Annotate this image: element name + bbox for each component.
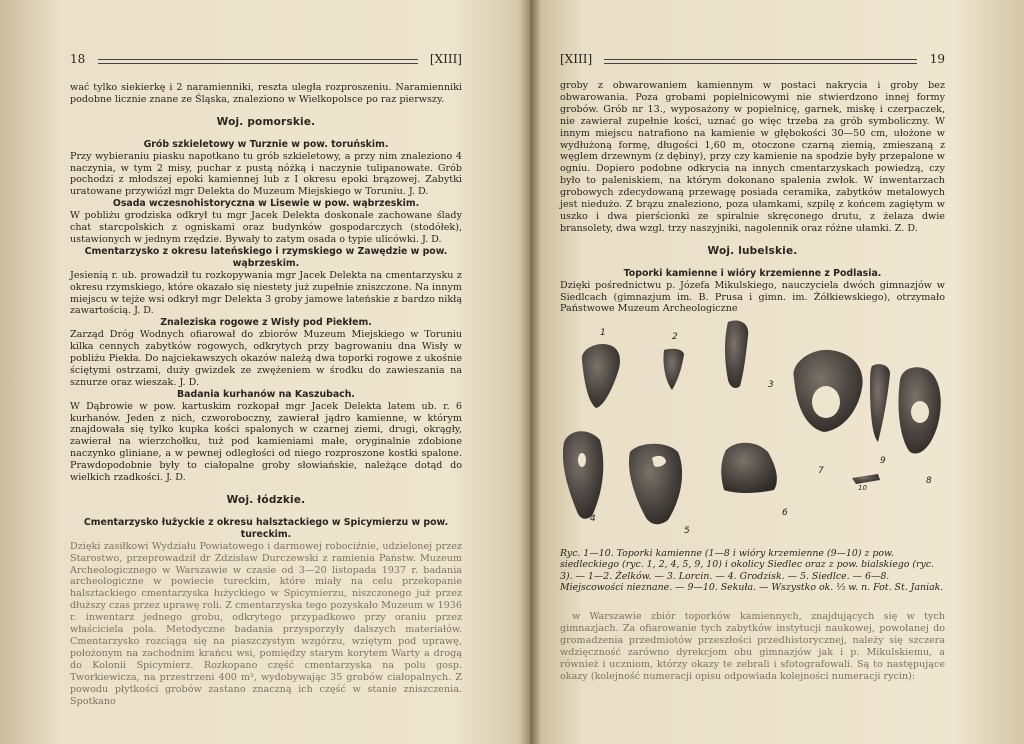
figure-label-6: 6 [782,508,788,518]
header-rule [604,59,917,64]
entry-heading: Badania kurhanów na Kaszubach. [177,388,355,400]
right-page [560,0,945,744]
entry-heading: Znaleziska rogowe z Wisły pod Piekłem. [160,317,372,329]
header-rule [98,59,418,64]
paragraph: Przy wybieraniu piasku napotkano tu grób szkieletowy, a przy nim znaleziono 4 naczynia, w tym 2 misy, puchar z pustą nóżką i naczynie tulipanowate. Grób pochodzi z młodszej epoki kamiennej lub z I okresu epoki brązowej. Zabytki uratowane przywiózł mgr Delekta do Muzeum Miejskiego w Toruniu. J. D. [70,150,462,198]
artifact-1 [582,344,620,408]
artifact-3 [725,321,748,388]
figure-label-2: 2 [672,332,678,342]
stone-axes-figure [560,320,945,540]
entry-heading: Cmentarzysko z okresu lateńskiego i rzymskiego w Zawędzie w pow. wąbrzeskim. [84,245,448,269]
right-page-lower-text [560,611,945,682]
section-heading: Woj. łódzkie. [226,494,306,506]
right-running-head [560,52,945,68]
shaft-hole [812,386,840,418]
paragraph: w Warszawie zbiór toporków kamiennych, znajdujących się w tych gimnazjach. Za ofiarowanie tych zabytków instytucji naukowej, powołanej do gromadzenia przedmiotów przeszłości przedhistorycznej, należy się szczera wdzięczność zarówno dyrekcjom obu gimnazjów jak i p. Mikulskiemu, a również i uczniom, którzy okazy te zebrali i sfotografowali. Są to następujące okazy (kolejność numeracji opisu odpowiada kolejności numeracji rycin): [560,611,945,682]
entry-heading: Grób szkieletowy w Turznie w pow. toruńskim. [143,138,389,150]
artifact-9 [870,364,890,442]
paragraph: Zarząd Dróg Wodnych ofiarował do zbiorów Muzeum Miejskiego w Toruniu kilka cennych zabytków rogowych, odkrytych przy bagrowaniu dna Wisły w pobliżu Piekła. Do najciekawszych okazów należą dwa toporki rogowe z ukośnie ściętymi ostrzami, duży gwizdek ze zwężeniem w środku do zawieszania na sznurze oraz wieszak. J. D. [70,329,462,388]
artifacts-photo [560,320,945,540]
page-number-right: 19 [929,52,945,66]
section-heading: Woj. pomorskie. [216,115,316,128]
entry-heading: Osada wczesnohistoryczna w Lisewie w pow. wąbrzeskim. [112,198,420,210]
figure-label-10: 10 [858,484,867,492]
artifact-10 [852,474,880,484]
paragraph: Dzięki zasiłkowi Wydziału Powiatowego i darmowej robociźnie, udzielonej przez Starostwo, przeprowadził dr Zdzisław Durczewski z ramienia Państw. Muzeum Archeologicznego w Warszawie w czasie od 3—20 listopada 1937 r. badania archeologiczne w powiecie tureckim, które miały na celu przekopanie halsztackiego cmentarzyska łużyckiego w Spicymierzu, niszczonego już przez dłuższy czas przez uprawę roli. Z cmentarzyska tego pozyskało Muzeum w 1936 r. inwentarz jednego grobu, odkrytego przypadkowo przy oraniu przez właściciela pola. Metodyczne badania przysporzyły dalszych materiałów. Cmentarzysko rozciąga się na piaszczystym wzgórzu, wziętym pod uprawę, położonym na zachodnim krańcu wsi, pomiędzy starym korytem Warty a drogą do Kolonii Spicymierz. Rozkopano część cmentarzyska na polu gosp. Tworkiewicza, na przestrzeni 400 m², wydobywając 35 grobów ciałopalnych. Z powodu płytkości grobów zastano znaczną ich część w stanie zniszczenia. Spotkano [70,540,462,707]
section-heading: Woj. lubelskie. [707,244,798,257]
figure-label-9: 9 [880,456,886,466]
shaft-hole [911,401,929,423]
artifact-6 [721,443,777,493]
paragraph: W Dąbrowie w pow. kartuskim rozkopał mgr Jacek Delekta latem ub. r. 6 kurhanów. Jeden z nich, czworoboczny, zawierał jądro kamienne, w którym znajdowała się tylko kupka kości spalonych w czarnej ziemi, drugi, okrągły, zawierał na wierzchołku, tuż pod kamieniami małe, oryginalnie zdobione naczynko gliniane, a w pewnej odległości od niego rozproszone kostki spalone. Prawdopodobnie były to ciałopalne groby słowiańskie, należące dotąd do wielkich rzadkości. J. D. [70,400,462,484]
shaft-hole [578,453,586,467]
paragraph: wać tylko siekierkę i 2 naramienniki, reszta uległa rozproszeniu. Naramienniki podobne licznie znane ze Śląska, znaleziono w Wielkopolsce po raz pierwszy. [70,82,462,105]
left-page [70,0,462,744]
figure-label-1: 1 [600,328,606,338]
paragraph: Dzięki pośrednictwu p. Józefa Mikulskiego, nauczyciela dwóch gimnazjów w Siedlcach (gimnazjum im. B. Prusa i gimn. im. Żółkiewskiego), otrzymało Państwowe Muzeum Archeologiczne [560,279,945,315]
figure-label-7: 7 [818,466,824,476]
page-number-left: 18 [70,52,86,66]
paragraph: W pobliżu grodziska odkrył tu mgr Jacek Delekta doskonale zachowane ślady chat starcpolskich z ogniskami oraz budynków gospodarczych (stodółek), ustawionych w jednym rzędzie. Bywały to zatym osada o typie ulicówki. J. D. [70,210,462,245]
figure-caption: Ryc. 1—10. Toporki kamienne (1—8 i wióry krzemienne (9—10) z pow. siedleckiego (ryc. 1, 2, 4, 5, 9, 10) i okolicy Siedlec oraz z pow. bialskiego (ryc. 3). — 1—2. Żelków. — 3. Lorcin. — 4. Grodzisk. — 5. Siedlce. — 6—8. Miejscowości nieznane. — 9—10. Sekuła. — Wszystko ok. ⅓ w. n. Fot. St. Janiak. [560,548,944,594]
artifact-2 [663,349,684,390]
figure-label-5: 5 [684,526,690,536]
artifact-4 [563,431,603,519]
right-page-body [560,80,945,315]
entry-heading: Cmentarzysko łużyckie z okresu halsztackiego w Spicymierzu w pow. tureckim. [83,516,449,540]
artifact-5 [629,444,682,525]
entry-heading: Toporki kamienne i wióry krzemienne z Podlasia. [623,267,882,279]
figure-label-3: 3 [768,380,774,390]
paragraph: Jesienią r. ub. prowadził tu rozkopywania mgr Jacek Delekta na cmentarzysku z okresu rzymskiego, które okazało się niestety już zupełnie zniszczone. Na innym miejscu w tejże wsi odkrył mgr Delekta 3 groby jamowe lateńskie z bardzo nikłą zawartością. J. D. [70,269,462,317]
section-mark-left: [XIII] [429,52,462,66]
figure-label-8: 8 [926,476,932,486]
left-page-body [70,82,462,707]
left-running-head [70,52,462,68]
paragraph: groby z obwarowaniem kamiennym w postaci nakrycia i groby bez obwarowania. Poza grobami popielnicowymi nie stwierdzono innej formy grobów. Grób nr 13., wyposażony w popielnicę, garnek, miskę i czerpaczek, nie zawierał zupełnie kości, uznać go więc trzeba za grób symboliczny. W innym miejscu natrafiono na kamienie w głębokości 30—50 cm, ułożone w wydłużoną formę, długości 1,60 m, otoczone czarną ziemią, zmieszaną z węglem drzewnym (z dębiny), przy czy kamienie na spodzie były przepalone w ogniu. Dopiero podobne odkrycia na innych cmentarzyskach powiedzą, czy było to paleniskiem, na którym dokonano spalenia zwłok. W inwentarzach grobowych zdecydowaną przewagę posiada ceramika, zabytków metalowych jest niedużo. Z brązu znaleziono, poza ułamkami, szpilę z końcem zagiętym w uszko i dwa pierścionki ze spiralnie skręconego drutu, z żelaza dwie bransolety, dwa wzgl. trzy naszyjniki, nagolennik oraz różne ułamki. Z. D. [560,80,945,234]
book-spine [519,0,541,744]
section-mark-right: [XIII] [560,52,593,66]
figure-label-4: 4 [590,514,596,524]
